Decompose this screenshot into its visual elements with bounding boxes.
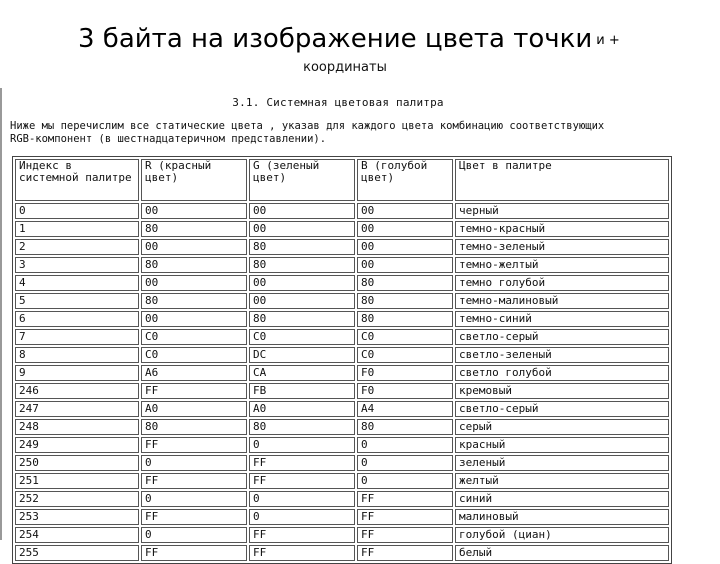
- cell-red: 80: [141, 293, 247, 309]
- cell-red: 0: [141, 491, 247, 507]
- cell-red: 0: [141, 455, 247, 471]
- cell-color-name: темно-желтый: [455, 257, 669, 273]
- cell-blue: FF: [357, 491, 453, 507]
- table-row: [15, 509, 669, 525]
- cell-blue: F0: [357, 383, 453, 399]
- document-intro: Ниже мы перечислим все статические цвета , указав для каждого цвета комбинацию соответствующих RGB-компонент (в шестнадцатеричном представлении).: [10, 120, 605, 145]
- cell-index: 7: [15, 329, 139, 345]
- cell-red: 80: [141, 221, 247, 237]
- table-row: [15, 221, 669, 237]
- cell-red: FF: [141, 383, 247, 399]
- cell-blue: 0: [357, 437, 453, 453]
- cell-index: 248: [15, 419, 139, 435]
- cell-green: A0: [249, 401, 355, 417]
- cell-red: FF: [141, 509, 247, 525]
- cell-red: C0: [141, 347, 247, 363]
- cell-green: 00: [249, 221, 355, 237]
- table-row: [15, 293, 669, 309]
- cell-index: 8: [15, 347, 139, 363]
- cell-color-name: светло-серый: [455, 329, 669, 345]
- table-header-row: [15, 159, 669, 201]
- table-row: [15, 491, 669, 507]
- table-body: [15, 203, 669, 561]
- cell-red: 00: [141, 203, 247, 219]
- cell-red: C0: [141, 329, 247, 345]
- table-row: [15, 347, 669, 363]
- cell-index: 5: [15, 293, 139, 309]
- slide-title-tail: и +: [596, 33, 620, 48]
- cell-red: 80: [141, 257, 247, 273]
- table-row: [15, 545, 669, 561]
- cell-color-name: красный: [455, 437, 669, 453]
- header-red: R (красный цвет): [141, 159, 247, 201]
- cell-index: 2: [15, 239, 139, 255]
- table-row: [15, 437, 669, 453]
- cell-color-name: синий: [455, 491, 669, 507]
- cell-index: 9: [15, 365, 139, 381]
- cell-green: DC: [249, 347, 355, 363]
- cell-green: FF: [249, 545, 355, 561]
- cell-green: 00: [249, 203, 355, 219]
- cell-blue: 0: [357, 455, 453, 471]
- cell-red: 00: [141, 275, 247, 291]
- cell-color-name: голубой (циан): [455, 527, 669, 543]
- cell-red: A6: [141, 365, 247, 381]
- cell-green: 80: [249, 311, 355, 327]
- cell-blue: 80: [357, 275, 453, 291]
- cell-color-name: зеленый: [455, 455, 669, 471]
- cell-color-name: темно голубой: [455, 275, 669, 291]
- cell-index: 252: [15, 491, 139, 507]
- cell-blue: FF: [357, 527, 453, 543]
- cell-blue: 80: [357, 311, 453, 327]
- cell-blue: 00: [357, 203, 453, 219]
- cell-green: 80: [249, 257, 355, 273]
- cell-index: 4: [15, 275, 139, 291]
- header-green: G (зеленый цвет): [249, 159, 355, 201]
- cell-index: 251: [15, 473, 139, 489]
- cell-blue: F0: [357, 365, 453, 381]
- cell-color-name: серый: [455, 419, 669, 435]
- cell-color-name: белый: [455, 545, 669, 561]
- cell-index: 0: [15, 203, 139, 219]
- cell-blue: C0: [357, 329, 453, 345]
- cell-red: 00: [141, 311, 247, 327]
- cell-index: 254: [15, 527, 139, 543]
- cell-color-name: светло-зеленый: [455, 347, 669, 363]
- cell-color-name: светло голубой: [455, 365, 669, 381]
- slide-title: [78, 22, 678, 58]
- cell-blue: 00: [357, 239, 453, 255]
- cell-green: 00: [249, 275, 355, 291]
- cell-green: 0: [249, 491, 355, 507]
- header-blue: B (голубой цвет): [357, 159, 453, 201]
- cell-index: 246: [15, 383, 139, 399]
- cell-blue: 80: [357, 419, 453, 435]
- cell-red: FF: [141, 545, 247, 561]
- cell-index: 249: [15, 437, 139, 453]
- cell-blue: 80: [357, 293, 453, 309]
- slide-subtitle: координаты: [303, 60, 387, 75]
- cell-blue: FF: [357, 545, 453, 561]
- scanned-document: [4, 88, 672, 559]
- cell-green: 80: [249, 419, 355, 435]
- cell-index: 250: [15, 455, 139, 471]
- cell-color-name: темно-малиновый: [455, 293, 669, 309]
- cell-color-name: желтый: [455, 473, 669, 489]
- cell-blue: A4: [357, 401, 453, 417]
- cell-color-name: темно-зеленый: [455, 239, 669, 255]
- cell-green: 0: [249, 509, 355, 525]
- document-heading: 3.1. Системная цветовая палитра: [232, 96, 444, 109]
- cell-red: 0: [141, 527, 247, 543]
- cell-index: 6: [15, 311, 139, 327]
- cell-green: C0: [249, 329, 355, 345]
- cell-green: FB: [249, 383, 355, 399]
- table-row: [15, 329, 669, 345]
- table-row: [15, 383, 669, 399]
- cell-color-name: кремовый: [455, 383, 669, 399]
- cell-green: 0: [249, 437, 355, 453]
- cell-green: CA: [249, 365, 355, 381]
- table-row: [15, 311, 669, 327]
- table-row: [15, 401, 669, 417]
- cell-green: 00: [249, 293, 355, 309]
- cell-color-name: светло-серый: [455, 401, 669, 417]
- table-row: [15, 239, 669, 255]
- cell-index: 255: [15, 545, 139, 561]
- table-row: [15, 257, 669, 273]
- cell-blue: C0: [357, 347, 453, 363]
- cell-green: 80: [249, 239, 355, 255]
- table-row: [15, 365, 669, 381]
- cell-color-name: темно-синий: [455, 311, 669, 327]
- cell-red: A0: [141, 401, 247, 417]
- cell-blue: 00: [357, 257, 453, 273]
- table-row: [15, 455, 669, 471]
- table-row: [15, 275, 669, 291]
- cell-red: 00: [141, 239, 247, 255]
- cell-color-name: черный: [455, 203, 669, 219]
- cell-red: 80: [141, 419, 247, 435]
- table-row: [15, 473, 669, 489]
- cell-red: FF: [141, 473, 247, 489]
- table-row: [15, 203, 669, 219]
- palette-table: [12, 156, 672, 564]
- cell-color-name: темно-красный: [455, 221, 669, 237]
- header-color-name: Цвет в палитре: [455, 159, 669, 201]
- cell-green: FF: [249, 473, 355, 489]
- cell-green: FF: [249, 527, 355, 543]
- header-index: Индекс в системной палитре: [15, 159, 139, 201]
- cell-blue: 0: [357, 473, 453, 489]
- cell-index: 247: [15, 401, 139, 417]
- cell-blue: 00: [357, 221, 453, 237]
- table-row: [15, 419, 669, 435]
- cell-index: 1: [15, 221, 139, 237]
- cell-green: FF: [249, 455, 355, 471]
- cell-blue: FF: [357, 509, 453, 525]
- table-row: [15, 527, 669, 543]
- cell-index: 3: [15, 257, 139, 273]
- cell-color-name: малиновый: [455, 509, 669, 525]
- cell-red: FF: [141, 437, 247, 453]
- cell-index: 253: [15, 509, 139, 525]
- slide-title-main: 3 байта на изображение цвета точки: [78, 24, 593, 54]
